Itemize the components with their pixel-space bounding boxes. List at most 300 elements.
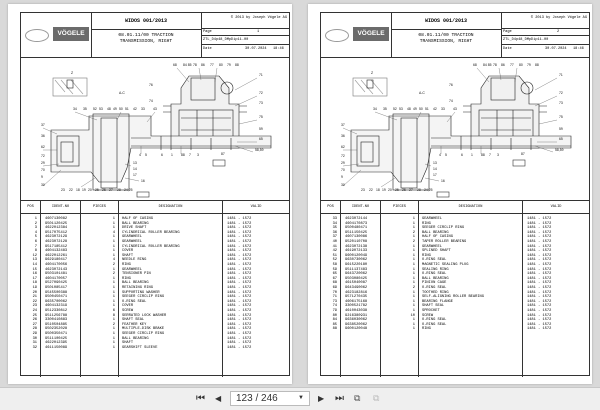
next-page-button[interactable]: ▶ [318, 394, 325, 403]
designation-cell: RING [122, 263, 131, 267]
callout-label: 3 [197, 153, 199, 157]
callout-label: 25 [95, 188, 99, 192]
column-header: POS [27, 205, 34, 209]
callout-label: 30 [41, 183, 45, 187]
designation-cell: SHAFT SEAL [122, 318, 145, 323]
callout-label: 48 [107, 107, 111, 111]
ident-cell: 9615220180 [345, 263, 368, 267]
page-indicator: 123 / 246 [236, 393, 278, 404]
callout-label: 33 [441, 107, 445, 111]
designation-cell: SCREW [422, 313, 434, 318]
callout-label: 65 [259, 137, 263, 141]
callout-label: Z [371, 71, 374, 75]
brand-logo: VÖGELE [53, 27, 89, 41]
pieces-cell: 1 [112, 221, 115, 226]
valid-cell: 1481 - 1572 [227, 313, 252, 318]
designation-cell: RING [422, 253, 431, 258]
valid-cell: 1481 - 1572 [227, 309, 252, 313]
valid-cell: 1481 - 1572 [527, 267, 552, 272]
time-value: 18:46 [573, 47, 584, 51]
document-id: ZTL_D4p48_DMpDip11-00 [203, 37, 249, 42]
valid-cell: 1481 - 1572 [527, 253, 552, 258]
designation-cell: GEARWHEEL [122, 235, 142, 240]
callout-label: 13 [433, 161, 437, 165]
callout-label: 27 [409, 188, 413, 192]
valid-cell: 1481 - 1572 [227, 295, 252, 300]
valid-cell: 1481 - 1572 [227, 217, 252, 221]
ident-cell: 4607130082 [45, 217, 68, 221]
copyright: © 2013 by Joseph Vögele AG [530, 16, 587, 20]
pieces-cell: 1 [112, 253, 115, 258]
designation-cell: TENSIONER PIN [122, 272, 151, 277]
pos-cell: 33 [332, 217, 337, 221]
ident-cell: 9500450471 [45, 295, 68, 300]
ident-cell: 4623072144 [345, 217, 368, 221]
ident-cell: 9503101481 [45, 272, 68, 277]
pieces-cell: 1 [112, 240, 115, 244]
designation-cell: SELF-ALIGNING ROLLER BEARING [422, 295, 484, 300]
designation-cell: BALL BEARING [422, 230, 449, 235]
callout-label: 16 [141, 179, 145, 183]
valid-cell: 1481 - 1572 [227, 258, 252, 263]
page-number-input[interactable] [230, 391, 310, 406]
pos-cell: 52 [332, 258, 337, 263]
callout-label: 30 [341, 183, 345, 187]
column-header: DESIGNATION [458, 205, 483, 209]
callout-label: Z [71, 71, 74, 75]
first-page-button[interactable]: ⏮ [196, 393, 205, 404]
pos-cell: 17 [32, 276, 37, 281]
callout-label: 59 [259, 127, 263, 131]
ident-cell: 9643720062 [345, 272, 368, 277]
callout-label: 27 [109, 188, 113, 192]
pos-cell: 25 [32, 313, 37, 318]
callout-label: 58,59 [555, 148, 564, 152]
ident-cell: 4622012384 [45, 226, 68, 231]
callout-label: 50 [119, 107, 123, 111]
drawing-frame [320, 12, 590, 376]
designation-cell: SHAFT [122, 341, 134, 346]
remove-page-icon[interactable]: ⧉ [373, 394, 380, 404]
designation-cell: SEEGER CIRCLIP RING [422, 226, 465, 231]
pieces-cell: 1 [412, 221, 415, 226]
pieces-cell: 1 [112, 249, 115, 254]
document-title: WIDOS 001/2013 [91, 13, 201, 30]
wirtgen-seal-logo [325, 29, 349, 42]
pos-cell: 88 [332, 327, 337, 332]
callout-label: 26 [102, 188, 106, 192]
callout-label: 62 [341, 145, 345, 149]
pieces-cell: 1 [112, 345, 115, 350]
pos-cell: 20 [32, 290, 37, 295]
valid-cell: 1481 - 1572 [227, 240, 252, 244]
ident-cell: 4623072143 [45, 267, 68, 272]
pos-cell: 28 [32, 327, 37, 332]
pos-cell: 31 [32, 341, 37, 346]
column-header: IDENT-NO [51, 205, 70, 209]
designation-cell: NEEDLE RING [122, 258, 147, 263]
callout-label: 23 [61, 188, 65, 192]
pieces-cell: 1 [112, 336, 115, 341]
ident-cell: 9511137483 [345, 267, 368, 272]
ident-cell: 9500350471 [45, 332, 68, 336]
callout-label: 35 [383, 107, 387, 111]
exploded-view [21, 58, 289, 198]
pieces-cell: 1 [412, 299, 415, 304]
callout-label: 6 [461, 153, 463, 157]
ident-cell: 9511256788 [45, 313, 68, 318]
pieces-cell: 1 [112, 332, 115, 336]
assembly-code: 08.01.11/00 TRACTION [118, 33, 174, 38]
ident-cell: 4606175168 [345, 299, 368, 304]
designation-cell: FEATHER KEY [122, 322, 147, 327]
callout-label: 29 [341, 161, 345, 165]
pos-cell: 24 [32, 309, 37, 313]
callout-label: 79 [527, 63, 531, 67]
callout-label: 43 [453, 107, 457, 111]
designation-cell: SEEGER CIRCLIP RING [122, 295, 165, 300]
wirtgen-seal-logo [25, 29, 49, 42]
callout-label: 14 [133, 167, 137, 171]
valid-cell: 1481 - 1572 [227, 221, 252, 226]
ident-cell: 9510504885 [45, 322, 68, 327]
valid-cell: 1481 - 1572 [527, 313, 552, 318]
ident-cell: 9501120425 [45, 221, 68, 226]
valid-cell: 1481 - 1572 [527, 304, 552, 309]
valid-cell: 1481 - 1572 [227, 253, 252, 258]
pos-cell: 59 [332, 267, 337, 272]
pos-cell: 68 [332, 281, 337, 286]
pos-cell: 41 [332, 244, 337, 249]
callout-label: 72 [341, 154, 345, 158]
callout-label: 84 85 [483, 63, 492, 67]
callout-label: 49 [113, 107, 117, 111]
callout-label: 78 [493, 63, 497, 67]
pos-cell: 67 [332, 276, 337, 281]
ident-cell: 4623072129 [45, 235, 68, 240]
callout-label: 76 [149, 83, 153, 87]
pos-cell: 65 [332, 272, 337, 277]
designation-cell: SPLINED SHAFT [422, 249, 451, 254]
ident-cell: 9503080425 [345, 276, 368, 281]
pos-cell: 35 [332, 226, 337, 231]
pos-cell: 2 [34, 221, 37, 226]
ident-cell: 4623072128 [45, 240, 68, 244]
designation-cell: GEARSHIFT SLEEVE [122, 345, 158, 350]
callout-label: 1 [471, 153, 473, 157]
designation-cell: RING [422, 221, 431, 226]
pieces-cell: 10 [410, 313, 415, 318]
pieces-cell: 1 [112, 318, 115, 323]
callout-label: 4 [139, 153, 141, 157]
pos-cell: 80 [332, 313, 337, 318]
pieces-cell: 1 [412, 276, 415, 281]
callout-label: 73 [559, 101, 563, 105]
callout-label: 24,25 [424, 188, 433, 192]
pieces-cell: 6 [112, 309, 115, 313]
copyright: © 2013 by Joseph Vögele AG [230, 16, 287, 20]
callout-label: 78 [193, 63, 197, 67]
document-page [308, 4, 592, 384]
callout-label: 22 [69, 188, 73, 192]
ident-cell: 4611150089 [45, 345, 68, 350]
valid-cell: 1481 - 1572 [227, 267, 252, 272]
ident-cell: 9517075412 [45, 230, 68, 235]
designation-cell: GEARWHEEL [422, 217, 442, 221]
callout-label: 62 [41, 145, 45, 149]
chevron-down-icon[interactable]: ▼ [298, 395, 304, 401]
pieces-cell: 1 [112, 286, 115, 290]
pos-cell: 74 [332, 304, 337, 309]
pieces-cell: 1 [412, 226, 415, 231]
valid-cell: 1481 - 1572 [227, 290, 252, 295]
ident-cell: 9636030062 [345, 318, 368, 323]
callout-label: 58,59 [255, 148, 264, 152]
designation-cell: BALL BEARING [122, 221, 149, 226]
pieces-cell: 1 [412, 244, 415, 249]
assembly-name: TRANSMISSION, RIGHT [419, 39, 473, 44]
pos-cell: 12 [32, 253, 37, 258]
callout-label: 34 [373, 107, 377, 111]
valid-cell: 1481 - 1572 [227, 244, 252, 249]
valid-cell: 1481 - 1572 [527, 290, 552, 295]
pieces-cell: 1 [412, 322, 415, 327]
add-page-icon[interactable]: ⧉ [354, 394, 361, 404]
designation-cell: GEARWHEEL [422, 244, 442, 249]
valid-cell: 1481 - 1572 [227, 318, 252, 323]
ident-cell: 9600120048 [345, 327, 368, 332]
document-id: ZTL_D4p48_DMpDip11-00 [503, 37, 549, 42]
ident-cell: 9630730062 [345, 258, 368, 263]
pos-cell: 42 [332, 249, 337, 254]
callout-label: 53 [399, 107, 403, 111]
pos-cell: 37 [332, 235, 337, 240]
valid-cell: 1481 - 1572 [227, 327, 252, 332]
viewer-toolbar [0, 387, 600, 410]
designation-cell: SHAFT SEAL [422, 304, 445, 309]
pieces-cell: 1 [412, 295, 415, 300]
callout-label: 7 [189, 153, 191, 157]
callout-label: 77 [210, 63, 214, 67]
page-label: Page [503, 30, 512, 34]
callout-label: 42 [133, 107, 137, 111]
pos-cell: 40 [332, 240, 337, 244]
pieces-cell: 1 [112, 341, 115, 346]
ident-cell: 9502352028 [45, 327, 68, 332]
designation-cell: DRIVE SHAFT [122, 226, 147, 231]
designation-cell: TOOTHED RING [422, 290, 449, 295]
ident-cell: 4604170057 [45, 276, 68, 281]
designation-cell: CYLINDRICAL ROLLER BEARING [122, 244, 180, 249]
page-label: Page [203, 30, 212, 34]
pieces-cell: 1 [412, 253, 415, 258]
pos-cell: 79 [332, 309, 337, 313]
assembly-name: TRANSMISSION, RIGHT [119, 39, 173, 44]
pieces-cell: 1 [412, 249, 415, 254]
valid-cell: 1481 - 1572 [527, 286, 552, 290]
designation-cell: PINION CAGE [422, 281, 447, 286]
valid-cell: 1481 - 1572 [527, 281, 552, 286]
callout-label: 88 [235, 63, 239, 67]
callout-label: 53 [99, 107, 103, 111]
pos-cell: 34 [332, 221, 337, 226]
callout-label: 75 [559, 115, 563, 119]
pos-cell: 14 [32, 263, 37, 267]
valid-cell: 1481 - 1572 [527, 226, 552, 231]
ident-cell: 9638520062 [345, 322, 368, 327]
pieces-cell: 1 [112, 276, 115, 281]
callout-label: A-C [419, 91, 425, 95]
designation-cell: SPROCKET [422, 309, 440, 313]
pos-cell: 32 [32, 345, 37, 350]
ident-cell: 4604132319 [45, 304, 68, 309]
pieces-cell: 1 [412, 267, 415, 272]
column-header: IDENT-NO [351, 205, 370, 209]
pieces-cell: 1 [412, 263, 415, 267]
valid-cell: 1481 - 1572 [227, 281, 252, 286]
pos-cell: 16 [32, 272, 37, 277]
callout-label: 87 [221, 152, 225, 156]
previous-page-button[interactable]: ◀ [215, 394, 222, 403]
callout-label: 34 [73, 107, 77, 111]
callout-label: 75 [259, 115, 263, 119]
pos-cell: 21 [32, 295, 37, 300]
pieces-cell: 1 [412, 327, 415, 332]
valid-cell: 1481 - 1572 [227, 286, 252, 290]
designation-cell: SCREW [122, 309, 134, 313]
callout-label: 18 [376, 188, 380, 192]
ident-cell: 9512330812 [45, 309, 68, 313]
document-title: WIDOS 001/2013 [391, 13, 501, 30]
ident-cell: 9511100425 [45, 336, 68, 341]
designation-cell: GEARWHEEL [122, 267, 142, 272]
pos-cell: 71 [332, 295, 337, 300]
document-page [8, 4, 292, 384]
pieces-cell: 1 [412, 235, 415, 240]
valid-cell: 1481 - 1572 [227, 263, 252, 267]
title-block [21, 13, 289, 58]
pieces-cell: 1 [412, 290, 415, 295]
ident-cell: 9571270435 [345, 295, 368, 300]
callout-label: 6 [161, 153, 163, 157]
designation-cell: SUPPORTING WASHER [122, 290, 160, 295]
ident-cell: 9545500388 [45, 290, 68, 295]
valid-cell: 1481 - 1572 [227, 332, 252, 336]
callout-label: 73 [259, 101, 263, 105]
pieces-cell: 2 [412, 240, 415, 244]
callout-label: 76 [449, 83, 453, 87]
callout-label: 25 [395, 188, 399, 192]
pieces-cell: 1 [412, 217, 415, 221]
valid-cell: 1481 - 1572 [227, 345, 252, 350]
ident-cell: 4622012261 [45, 253, 68, 258]
callout-label: 18 [76, 188, 80, 192]
valid-cell: 1481 - 1572 [527, 318, 552, 323]
valid-cell: 1481 - 1572 [227, 322, 252, 327]
column-header: PIECES [93, 205, 106, 209]
callout-label: 35 [83, 107, 87, 111]
time-value: 18:46 [273, 47, 284, 51]
pos-cell: 6 [34, 240, 37, 244]
pieces-cell: 1 [112, 281, 115, 286]
callout-label: 72 [259, 91, 263, 95]
valid-cell: 1481 - 1572 [227, 336, 252, 341]
valid-cell: 1481 - 1572 [527, 244, 552, 249]
callout-label: 72 [559, 91, 563, 95]
valid-cell: 1481 - 1572 [227, 299, 252, 304]
designation-cell: O-RING SEAL [422, 286, 447, 290]
callout-label: 36 [41, 134, 45, 138]
designation-cell: GEARWHEEL [122, 240, 142, 244]
pos-cell: 29 [32, 332, 37, 336]
valid-cell: 1481 - 1572 [527, 221, 552, 226]
callout-label: 68 [173, 63, 177, 67]
designation-cell: BALL BEARING [122, 336, 149, 341]
designation-cell: HALF OF CASING [122, 217, 153, 221]
callout-label: 36 [341, 134, 345, 138]
ident-cell: 9520110708 [345, 240, 368, 244]
pieces-cell: 1 [112, 217, 115, 221]
callout-label: 88 [481, 153, 485, 157]
callout-label: 19 [382, 188, 386, 192]
callout-label: 74 [149, 99, 153, 103]
pos-cell: 1 [34, 217, 37, 221]
last-page-button[interactable]: ⏭ [335, 393, 344, 404]
ident-cell: 9517185412 [45, 244, 68, 249]
valid-cell: 1481 - 1572 [527, 240, 552, 244]
callout-label: 42 [433, 107, 437, 111]
callout-label: 1 [171, 153, 173, 157]
pos-cell: 58 [332, 263, 337, 267]
exploded-drawing [21, 58, 289, 198]
valid-cell: 1481 - 1572 [527, 276, 552, 281]
pos-cell: 73 [332, 299, 337, 304]
drawing-frame [20, 12, 290, 376]
exploded-view [321, 58, 589, 198]
pos-cell: 36 [332, 230, 337, 235]
pieces-cell: 1 [112, 295, 115, 300]
ident-cell: 9501085417 [45, 286, 68, 290]
pieces-cell: 1 [412, 318, 415, 323]
pieces-cell: 4 [112, 258, 115, 263]
ident-cell: 4604170056 [45, 263, 68, 267]
pieces-cell: 8 [112, 313, 115, 318]
pieces-cell: 2 [412, 230, 415, 235]
parts-table [21, 200, 289, 377]
valid-cell: 1481 - 1572 [527, 327, 552, 332]
callout-label: 5 [445, 153, 447, 157]
valid-cell: 1481 - 1572 [227, 230, 252, 235]
ident-cell: 4623182816 [345, 290, 368, 295]
designation-cell: O-RING SEAL [422, 272, 447, 277]
callout-label: 5 [145, 153, 147, 157]
date-value: 30.07.2024 [245, 47, 267, 51]
designation-cell: SEALING RING [422, 267, 449, 272]
designation-cell: RING [122, 276, 131, 281]
ident-cell: 4610043038 [345, 309, 368, 313]
column-header: POS [327, 205, 334, 209]
pieces-cell: 1 [412, 309, 415, 313]
assembly-code: 08.01.11/00 TRACTION [418, 33, 474, 38]
page-number: 2 [557, 30, 560, 34]
designation-cell: COVER [122, 304, 134, 309]
callout-label: 52 [93, 107, 97, 111]
pieces-cell: 1 [112, 226, 115, 231]
date-label: Date [503, 47, 512, 51]
callout-label: 71 [559, 73, 563, 77]
ident-cell: 4615040087 [345, 281, 368, 286]
callout-label: 51 [425, 107, 429, 111]
